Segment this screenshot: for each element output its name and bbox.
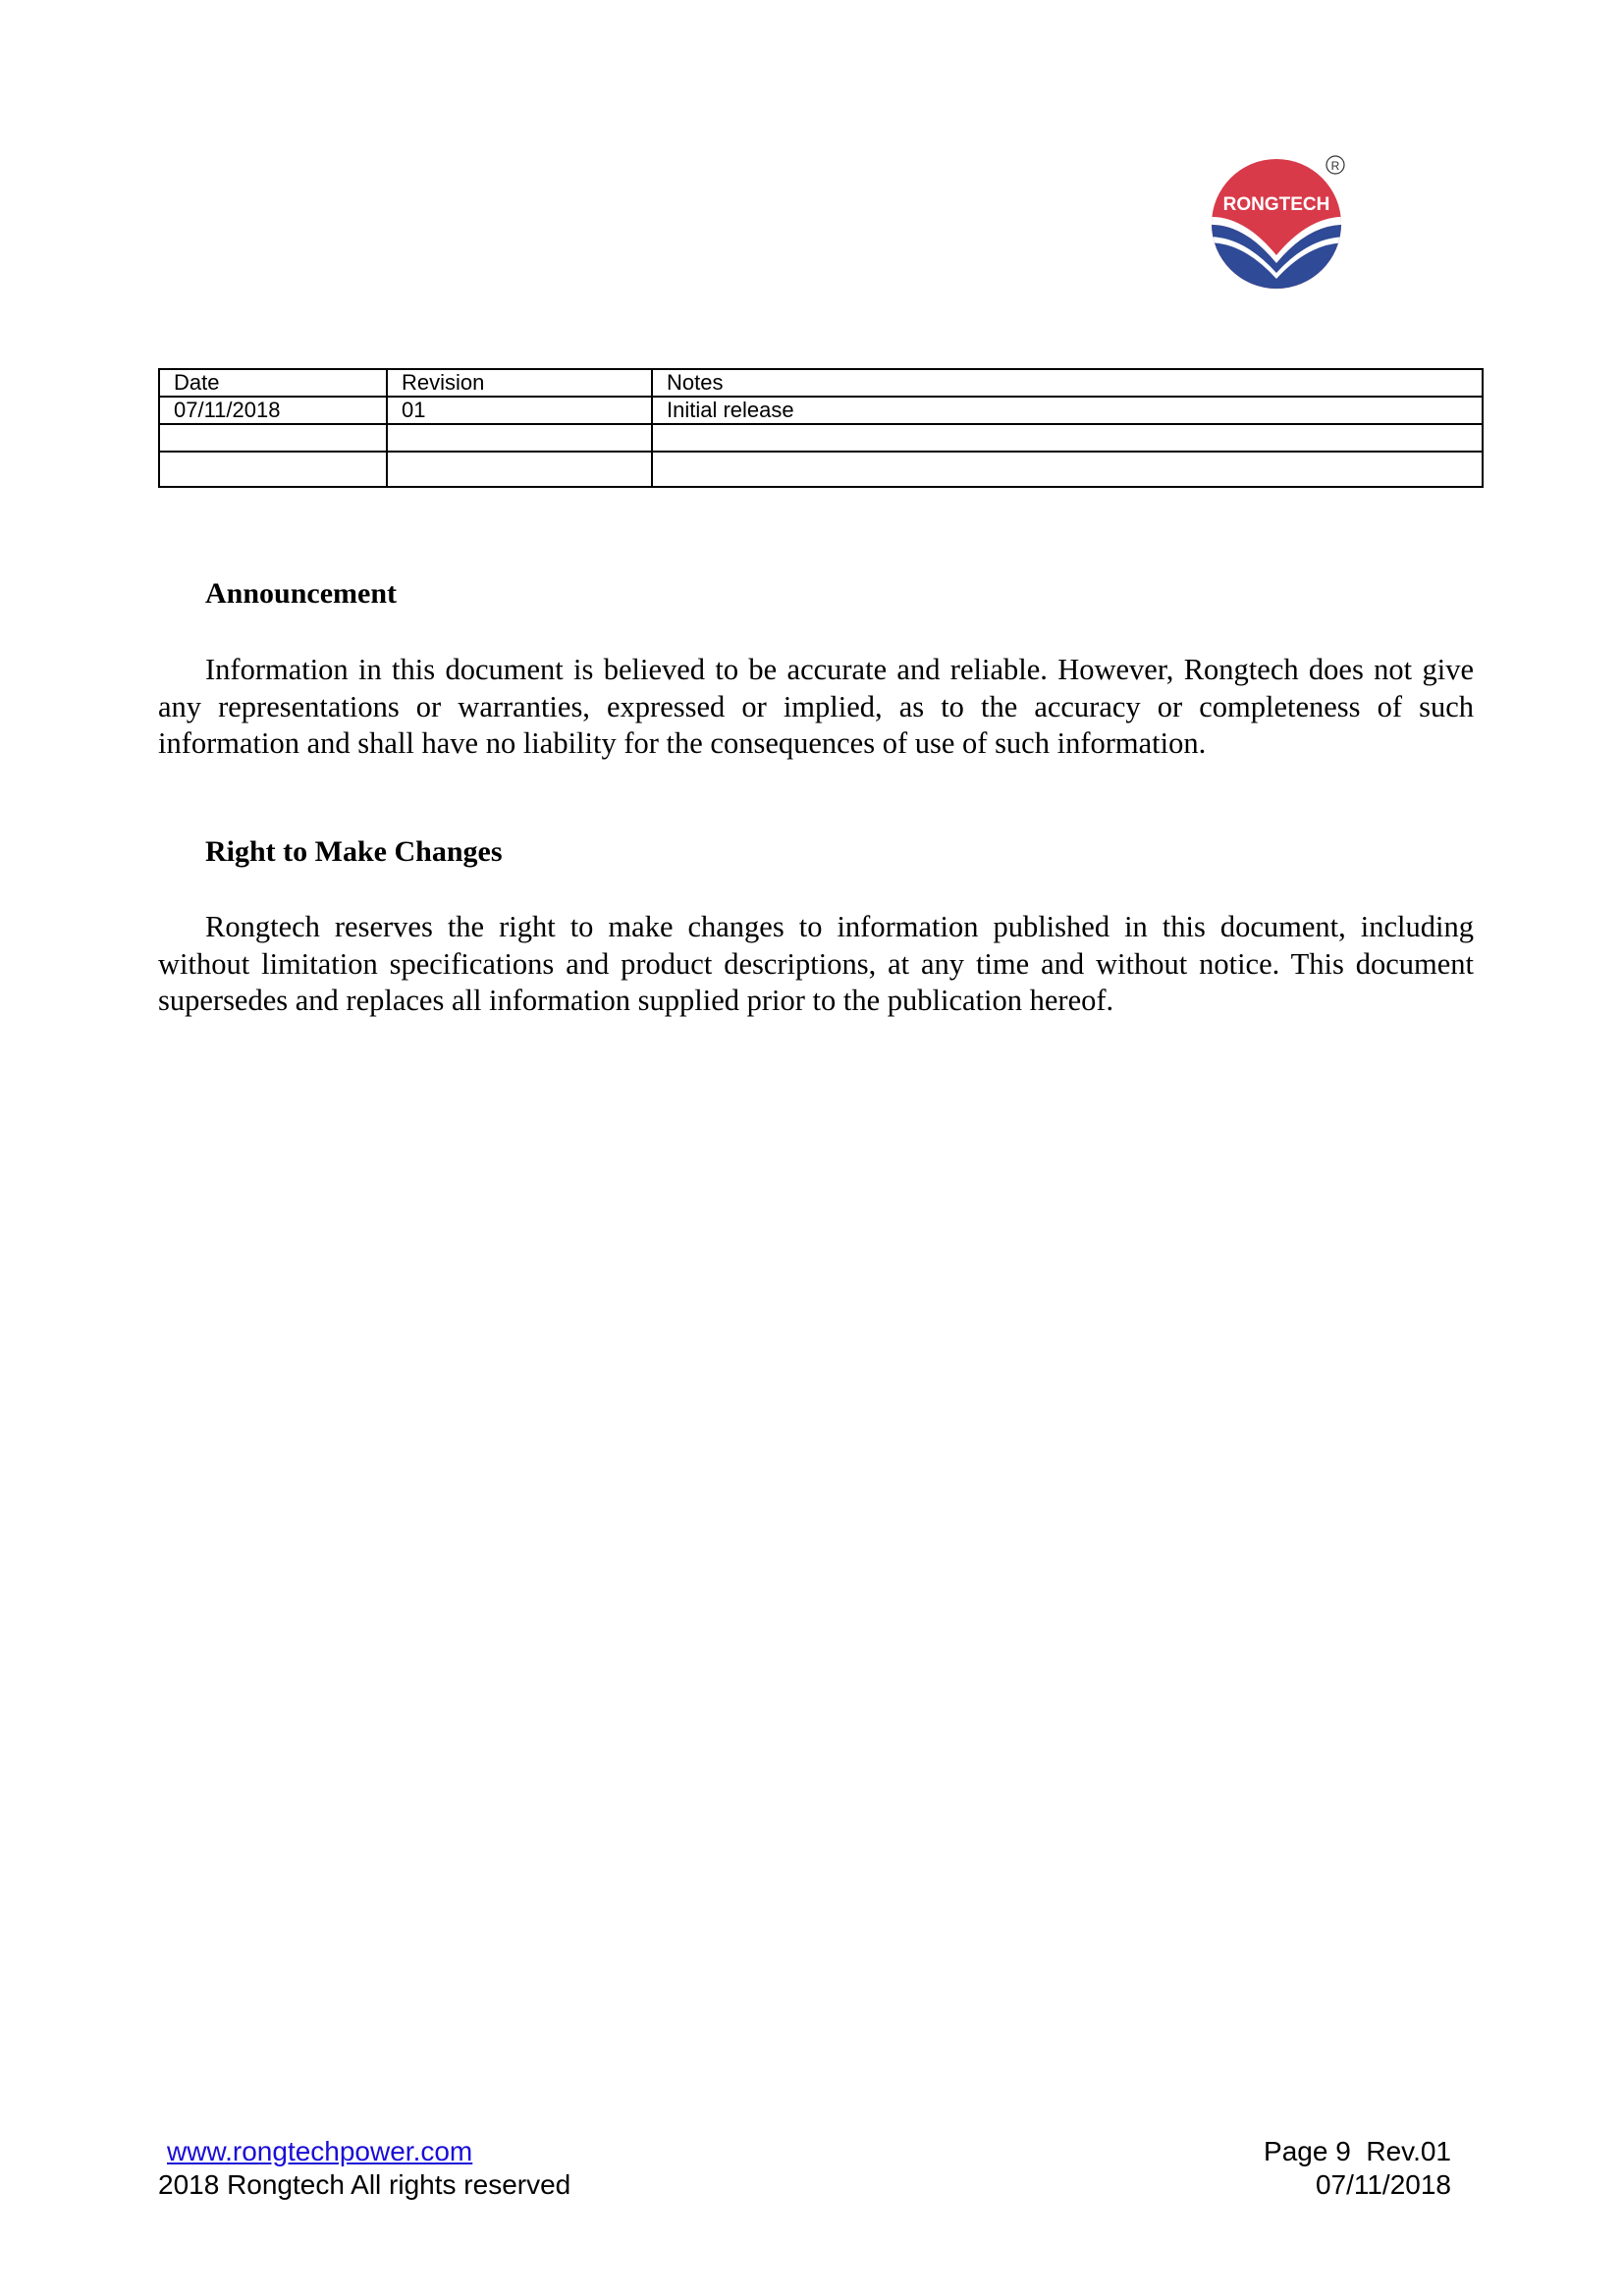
footer-copyright: 2018 Rongtech All rights reserved	[158, 2169, 571, 2200]
table-header-row	[159, 369, 1483, 397]
table-row	[159, 397, 1483, 424]
footer-website[interactable]	[167, 2135, 472, 2168]
header-revision: Revision	[387, 369, 652, 397]
cell-revision	[387, 452, 652, 487]
right-to-make-changes-body: Rongtech reserves the right to make changes to information published in this document, including without limitation specifications and product descriptions, at any time and without notice. This document supersedes and replaces all information supplied prior to the publication hereof.	[158, 910, 1474, 1017]
cell-revision: 01	[387, 397, 652, 424]
footer-page-info: Page 9 Rev.01	[1264, 2136, 1451, 2166]
website-link[interactable]: www.rongtechpower.com	[167, 2136, 473, 2166]
cell-notes: Initial release	[652, 397, 1483, 424]
cell-date	[159, 424, 387, 452]
right-to-make-changes-heading: Right to Make Changes	[205, 835, 503, 868]
cell-date: 07/11/2018	[159, 397, 387, 424]
cell-notes	[652, 424, 1483, 452]
svg-text:R: R	[1330, 159, 1340, 173]
footer-date: 07/11/2018	[1315, 2169, 1451, 2200]
revision-table	[158, 368, 1484, 488]
header-notes: Notes	[652, 369, 1483, 397]
table-row	[159, 424, 1483, 452]
cell-revision	[387, 424, 652, 452]
cell-date	[159, 452, 387, 487]
header-date: Date	[159, 369, 387, 397]
announcement-heading: Announcement	[205, 577, 398, 610]
rongtech-logo-icon	[1200, 147, 1357, 294]
cell-notes	[652, 452, 1483, 487]
logo-brand-text: RONGTECH	[1222, 194, 1330, 215]
announcement-body: Information in this document is believed to be accurate and reliable. However, Rongtech does not give any representations or warranties, expressed or implied, as to the accuracy or completeness of such information and shall have no liability for the consequences of use of such information.	[158, 653, 1474, 760]
table-row	[159, 452, 1483, 487]
rongtech-logo	[1200, 147, 1357, 294]
